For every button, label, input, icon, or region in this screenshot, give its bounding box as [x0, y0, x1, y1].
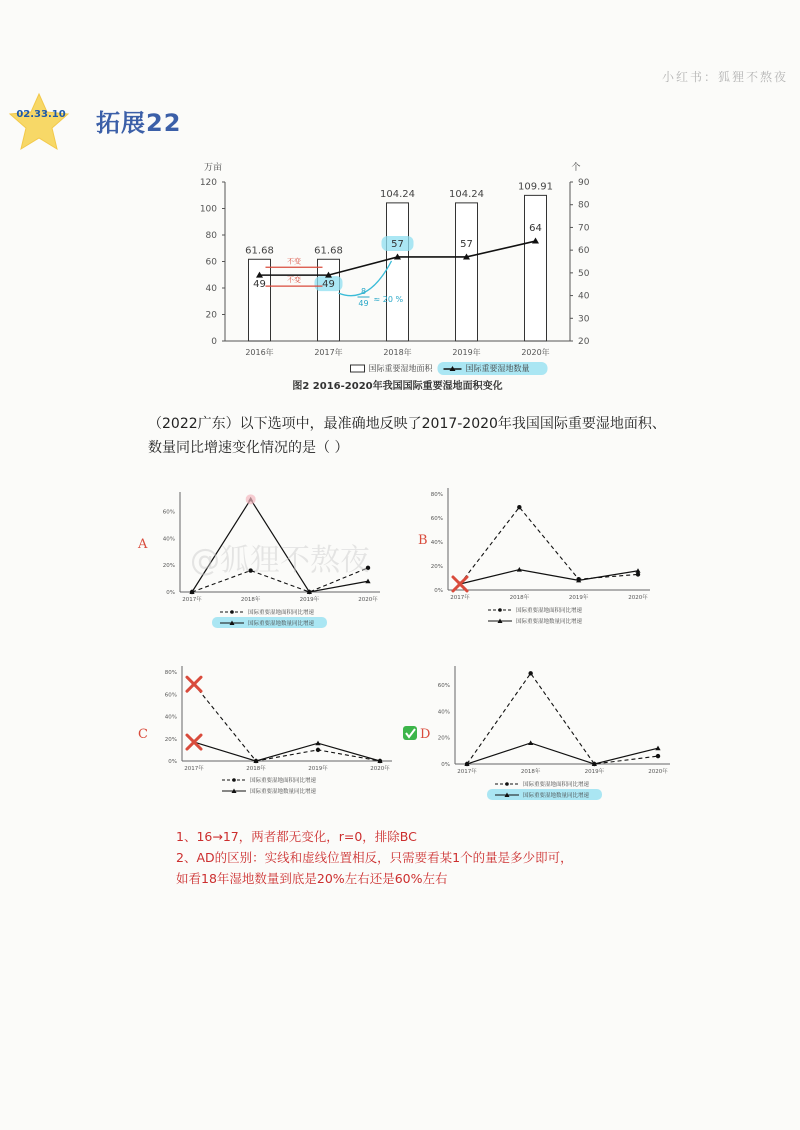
option-d-chart[interactable] [400, 658, 690, 808]
legend-area-marker [230, 610, 234, 614]
right-tick-label: 50 [578, 268, 590, 279]
x-tick-label: 2018年 [240, 597, 261, 603]
area-growth-point [636, 572, 640, 576]
y-tick-label: 40% [164, 714, 177, 721]
area-growth-point [517, 505, 521, 509]
area-growth-point [656, 754, 660, 758]
count-growth-line [467, 743, 658, 764]
legend-area-label: 国际重要湿地面积同比增速 [516, 608, 583, 614]
option-a-chart[interactable] [130, 478, 410, 638]
option-letter: B [418, 533, 428, 548]
x-tick-label: 2020年 [521, 348, 550, 357]
correct-mark-icon [403, 726, 417, 740]
y-tick-label: 60% [437, 683, 450, 690]
question-text: （2022广东）以下选项中，最准确地反映了2017-2020年我国国际重要湿地面积、数量同比增速变化情况的是（ ） [148, 416, 666, 456]
notes-block [176, 826, 573, 889]
area-growth-line [467, 673, 658, 764]
legend-area-label: 国际重要湿地面积同比增速 [523, 782, 590, 788]
y-tick-label: 80% [164, 670, 177, 676]
x-tick-label: 2018年 [520, 769, 541, 775]
area-bar-label: 61.68 [314, 245, 343, 257]
legend-count-label: 国际重要湿地数量同比增速 [250, 789, 317, 795]
count-label: 57 [460, 238, 473, 250]
y-tick-label: 80% [430, 492, 443, 498]
chart-caption: 图2 2016-2020年我国国际重要湿地面积变化 [292, 381, 503, 392]
left-axis-label: 万亩 [203, 163, 223, 173]
badge-date: 02.33.10 [16, 109, 66, 120]
legend-bar-label: 国际重要湿地面积 [368, 364, 433, 373]
y-tick-label: 20% [430, 564, 443, 570]
left-tick-label: 0 [211, 337, 217, 347]
right-tick-label: 20 [578, 337, 590, 347]
x-tick-label: 2018年 [383, 348, 412, 357]
count-growth-point [365, 579, 370, 584]
count-growth-point [517, 567, 522, 572]
x-tick-label: 2020年 [628, 595, 648, 601]
unchanged-note: 不变 [287, 276, 301, 285]
count-growth-point [315, 741, 320, 746]
area-bar-label: 104.24 [380, 188, 415, 200]
x-tick-label: 2016年 [245, 348, 274, 357]
peak-highlight [246, 494, 256, 504]
option-c-chart[interactable] [130, 658, 410, 808]
legend-area-label: 国际重要湿地面积同比增速 [250, 778, 317, 784]
y-tick-label: 40% [437, 709, 450, 716]
x-tick-label: 2017年 [457, 769, 477, 775]
legend-line-label: 国际重要湿地数量 [465, 364, 530, 373]
left-tick-label: 100 [199, 204, 217, 215]
x-tick-label: 2018年 [509, 595, 530, 601]
y-tick-label: 20% [437, 735, 450, 742]
count-label: 49 [322, 279, 335, 291]
left-tick-label: 120 [199, 178, 217, 188]
y-tick-label: 20% [164, 736, 177, 743]
y-tick-label: 60% [430, 516, 443, 522]
option-letter: D [420, 727, 431, 742]
legend-count-label: 国际重要湿地数量同比增速 [248, 621, 315, 627]
fraction-numerator: 8 [360, 287, 367, 296]
legend-area-marker [232, 778, 236, 782]
right-tick-label: 40 [578, 291, 590, 302]
right-tick-label: 80 [578, 200, 590, 211]
wrong-mark-icon [187, 677, 201, 691]
y-tick-label: 0% [168, 759, 177, 765]
page-heading: 拓展22 [96, 109, 182, 137]
area-bar [525, 195, 547, 341]
y-tick-label: 0% [441, 762, 450, 768]
count-label: 64 [529, 223, 542, 235]
area-bar-label: 109.91 [518, 181, 553, 193]
legend-area-marker [505, 782, 509, 786]
x-tick-label: 2019年 [452, 348, 481, 357]
area-growth-point [528, 671, 532, 675]
count-growth-point [655, 746, 660, 751]
count-growth-point [528, 740, 533, 745]
legend-count-label: 国际重要湿地数量同比增速 [516, 619, 583, 625]
right-axis-label: 个 [571, 163, 581, 173]
count-growth-line [460, 570, 638, 584]
x-tick-label: 2017年 [450, 595, 470, 601]
area-bar [456, 203, 478, 341]
y-tick-label: 60% [164, 692, 177, 699]
note-line: 1、16→17，两者都无变化，r=0，排除BC [176, 829, 417, 844]
star-badge [6, 92, 72, 152]
y-tick-label: 0% [166, 590, 175, 596]
area-growth-line [460, 507, 638, 584]
area-growth-point [316, 748, 320, 752]
y-tick-label: 0% [434, 588, 443, 594]
left-tick-label: 80 [205, 231, 217, 241]
y-tick-label: 60% [162, 509, 175, 516]
count-label: 57 [391, 238, 404, 250]
fraction-result: ≈ 20 % [373, 295, 404, 304]
legend-area-marker [498, 608, 502, 612]
count-label: 49 [253, 279, 266, 291]
x-tick-label: 2019年 [568, 595, 589, 601]
x-tick-label: 2019年 [584, 769, 605, 775]
x-tick-label: 2019年 [299, 597, 320, 603]
unchanged-note: 不变 [287, 257, 301, 266]
right-tick-label: 30 [578, 314, 590, 325]
x-tick-label: 2019年 [308, 766, 328, 772]
left-tick-label: 40 [205, 284, 217, 294]
legend-area-label: 国际重要湿地面积同比增速 [248, 610, 315, 616]
area-bar-label: 61.68 [245, 245, 274, 257]
area-bar [387, 203, 409, 341]
area-bar-label: 104.24 [449, 188, 484, 200]
area-bar [318, 259, 340, 341]
option-letter: A [138, 537, 148, 552]
main-chart [190, 158, 610, 408]
star-icon [6, 92, 72, 152]
fraction-denominator: 49 [358, 299, 369, 308]
area-growth-line [194, 684, 380, 761]
y-tick-label: 40% [430, 540, 443, 546]
x-tick-label: 2018年 [246, 766, 266, 772]
y-tick-label: 40% [162, 536, 175, 543]
x-tick-label: 2017年 [314, 348, 343, 357]
x-tick-label: 2020年 [370, 766, 390, 772]
note-line: 如看18年湿地数量到底是20%左右还是60%左右 [176, 871, 448, 886]
area-bar [249, 259, 271, 341]
left-tick-label: 60 [205, 257, 217, 268]
legend-bar-swatch [351, 365, 365, 372]
note-line: 2、AD的区别：实线和虚线位置相反，只需要看某1个的量是多少即可， [176, 850, 573, 865]
background-watermark: @狐狸不熬夜 [190, 543, 370, 578]
option-b-chart[interactable] [410, 478, 690, 638]
left-tick-label: 20 [205, 310, 217, 321]
right-tick-label: 60 [578, 246, 590, 257]
x-tick-label: 2020年 [648, 769, 668, 775]
x-tick-label: 2017年 [182, 597, 202, 603]
right-tick-label: 90 [578, 178, 590, 188]
watermark-text: 小红书：狐狸不熬夜 [661, 70, 788, 84]
count-growth-line [194, 742, 380, 761]
wrong-mark-icon [453, 577, 467, 591]
x-tick-label: 2017年 [184, 766, 204, 772]
legend-count-label: 国际重要湿地数量同比增速 [523, 793, 590, 799]
option-letter: C [138, 727, 148, 742]
wrong-mark-icon [187, 735, 201, 749]
x-tick-label: 2020年 [358, 597, 378, 603]
y-tick-label: 20% [162, 563, 175, 570]
right-tick-label: 70 [578, 223, 590, 234]
